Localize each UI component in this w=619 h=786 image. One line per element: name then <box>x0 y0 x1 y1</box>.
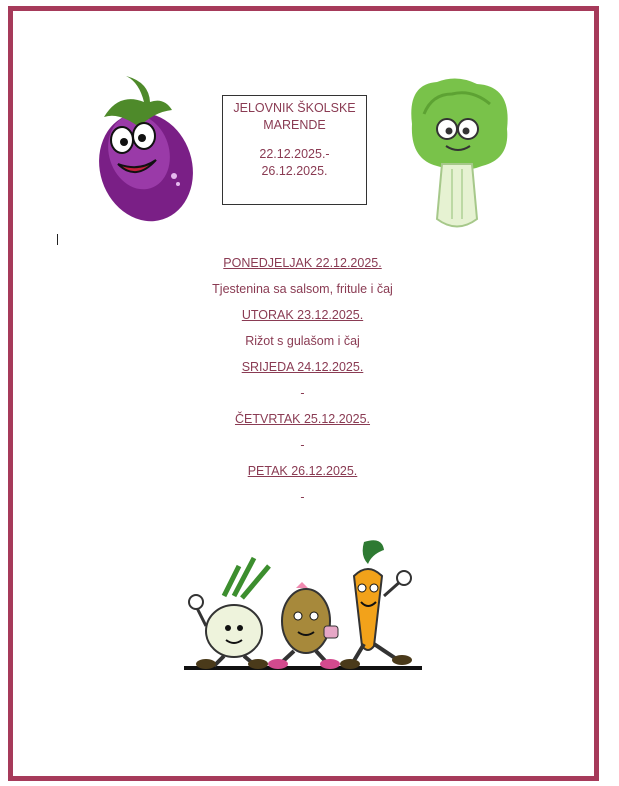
menu-title-box <box>222 95 367 205</box>
day-heading: PONEDJELJAK 22.12.2025. <box>223 256 382 270</box>
day-heading: UTORAK 23.12.2025. <box>241 308 364 322</box>
day-heading: SRIJEDA 24.12.2025. <box>241 360 364 374</box>
text-cursor <box>57 234 58 245</box>
meal-text: Rižot s gulašom i čaj <box>245 334 360 348</box>
bok-choy-icon <box>402 74 517 234</box>
meal-text: - <box>300 438 305 452</box>
meal-text: Tjestenina sa salsom, fritule i čaj <box>212 282 393 296</box>
date-line-1: 22.12.2025.- <box>259 147 330 161</box>
title-line-2: MARENDE <box>263 118 326 132</box>
day-heading: ČETVRTAK 25.12.2025. <box>234 412 371 426</box>
day-heading: PETAK 26.12.2025. <box>247 464 358 478</box>
walking-vegetables-icon <box>184 536 424 672</box>
menu-list <box>0 254 605 514</box>
date-line-2: 26.12.2025. <box>261 164 328 178</box>
title-line-1: JELOVNIK ŠKOLSKE <box>233 101 356 115</box>
meal-text: - <box>300 386 305 400</box>
meal-text: - <box>300 490 305 504</box>
eggplant-icon <box>84 72 208 227</box>
